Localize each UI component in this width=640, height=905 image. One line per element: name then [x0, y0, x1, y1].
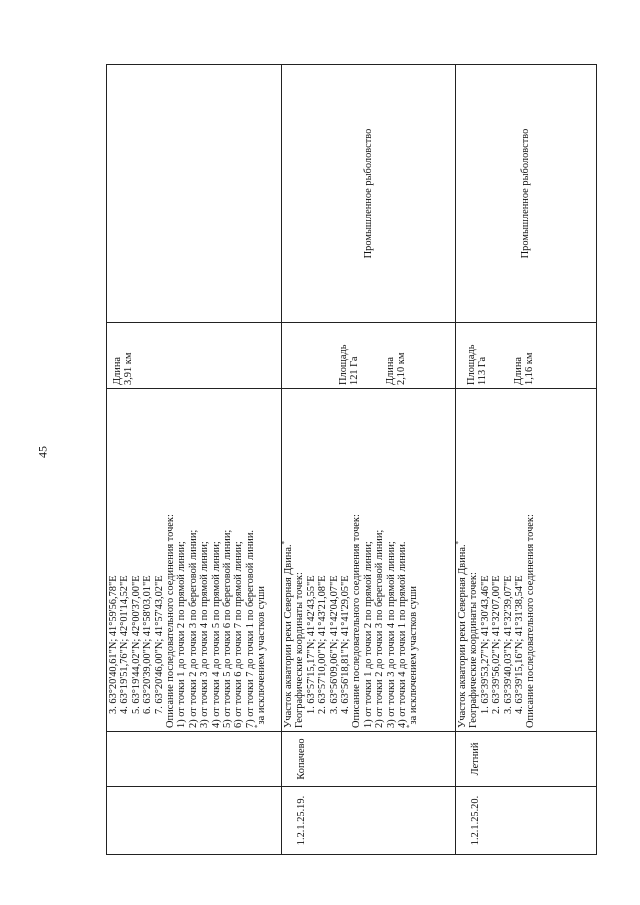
area-label: Площадь	[466, 344, 477, 385]
connection-line: 2) от точки 2 до точки 3 по береговой линии;	[187, 529, 199, 728]
area-title: Участок акватории реки Северная Двина.*	[454, 540, 468, 728]
area-label: Площадь	[338, 344, 349, 385]
coordinate-point: 1. 63°39'53,27"N; 41°30'43,46"E	[479, 575, 491, 714]
row-size	[282, 323, 456, 389]
table-row	[282, 65, 456, 855]
exclusion-note-text: за исключением участков суши	[408, 586, 420, 725]
table-row	[456, 65, 597, 855]
area-title: Участок акватории реки Северная Двина.*	[280, 540, 294, 728]
exclusion-note: *за исключением участков суши	[253, 586, 268, 728]
connection-title: Описание последовательного соединения точек:	[351, 514, 363, 728]
length-label: Длина	[112, 356, 123, 385]
coordinate-point: 4. 63°39'15,16"N; 41°31'38,54"E	[514, 575, 526, 714]
row-use: Промышленное рыболовство	[282, 65, 456, 323]
row-use	[107, 65, 282, 323]
row-description	[456, 389, 597, 732]
area-value: 113 Га	[477, 356, 489, 385]
coordinate-point: 4. 63°56'18,81"N; 41°41'29,05"E	[340, 575, 352, 714]
connection-line: 4) от точки 4 до точки 1 по прямой линии.	[397, 541, 409, 728]
row-name: Копачево	[282, 732, 456, 787]
area-value: 121 Га	[349, 356, 361, 385]
coordinate-point: 6. 63°20'39,00"N; 41°58'03,01"E	[142, 575, 154, 714]
connection-line: 3) от точки 3 до точки 4 по прямой линии;	[385, 541, 397, 728]
row-use: Промышленное рыболовство	[456, 65, 597, 323]
fishing-areas-table	[106, 64, 597, 855]
coordinate-point: 3. 63°39'40,03"N; 41°32'39,07"E	[502, 575, 514, 714]
connection-line: 1) от точки 1 до точки 2 по прямой линии;	[176, 541, 188, 728]
page-number: 45	[35, 446, 50, 458]
row-code: 1.2.1.25.19.	[282, 787, 456, 855]
exclusion-note: *за исключением участков суши	[406, 586, 420, 728]
connection-title: Описание последовательного соединения точек:	[165, 514, 177, 728]
length-value: 1,16 км	[524, 352, 536, 385]
connection-line: 5) от точки 5 до точки 6 по береговой линии;	[222, 529, 234, 728]
coordinate-point: 2. 63°57'10,00"N; 41°43'21,08"E	[317, 575, 329, 714]
table-row	[107, 65, 282, 855]
connection-line: 1) от точки 1 до точки 2 по прямой линии;	[362, 541, 374, 728]
row-size	[456, 323, 597, 389]
row-description	[282, 389, 456, 732]
coordinates-title: Географические координаты точек:	[468, 572, 480, 728]
length-value: 2,10 км	[396, 352, 408, 385]
area-title-text: Участок акватории реки Северная Двина.	[283, 544, 294, 728]
row-code	[107, 787, 282, 855]
row-code: 1.2.1.25.20.	[456, 787, 597, 855]
row-name	[107, 732, 282, 787]
row-name: Летний	[456, 732, 597, 787]
rotated-table-container	[106, 65, 596, 855]
connection-line: 2) от точки 2 до точки 3 по береговой линии;	[374, 529, 386, 728]
connection-line: 6) от точки 6 до точки 7 по прямой линии;	[233, 541, 245, 728]
connection-line: 7) от точки 7 до точки 1 по береговой линии.	[244, 530, 256, 728]
coordinate-point: 7. 63°20'46,00"N; 41°57'43,02"E	[153, 575, 165, 714]
coordinates-title: Географические координаты точек:	[294, 572, 306, 728]
coordinate-point: 5. 63°19'44,02"N; 42°00'37,00"E	[130, 575, 142, 714]
row-description	[107, 389, 282, 732]
connection-line: 3) от точки 3 до точки 4 по прямой линии;	[199, 541, 211, 728]
length-value: 3,91 км	[123, 352, 135, 385]
coordinate-point: 1. 63°57'15,17"N; 41°42'43,55"E	[305, 575, 317, 714]
length-label: Длина	[384, 356, 396, 385]
coordinate-point: 3. 63°56'09,06"N; 41°42'04,07"E	[328, 575, 340, 714]
row-size	[107, 323, 282, 389]
coordinate-point: 2. 63°39'56,02"N; 41°32'07,00"E	[491, 575, 503, 714]
length-label: Длина	[512, 356, 524, 385]
coordinate-point: 3. 63°20'40,61"N; 41°59'56,78"E	[108, 575, 119, 714]
exclusion-note-text: за исключением участков суши	[256, 586, 268, 725]
connection-title: Описание последовательного соединения точек:	[525, 514, 537, 728]
connection-line: 4) от точки 4 до точки 5 по прямой линии;	[210, 541, 222, 728]
coordinate-point: 4. 63°19'51,76"N; 42°01'14,52"E	[119, 575, 131, 714]
area-title-text: Участок акватории реки Северная Двина.	[457, 544, 468, 728]
